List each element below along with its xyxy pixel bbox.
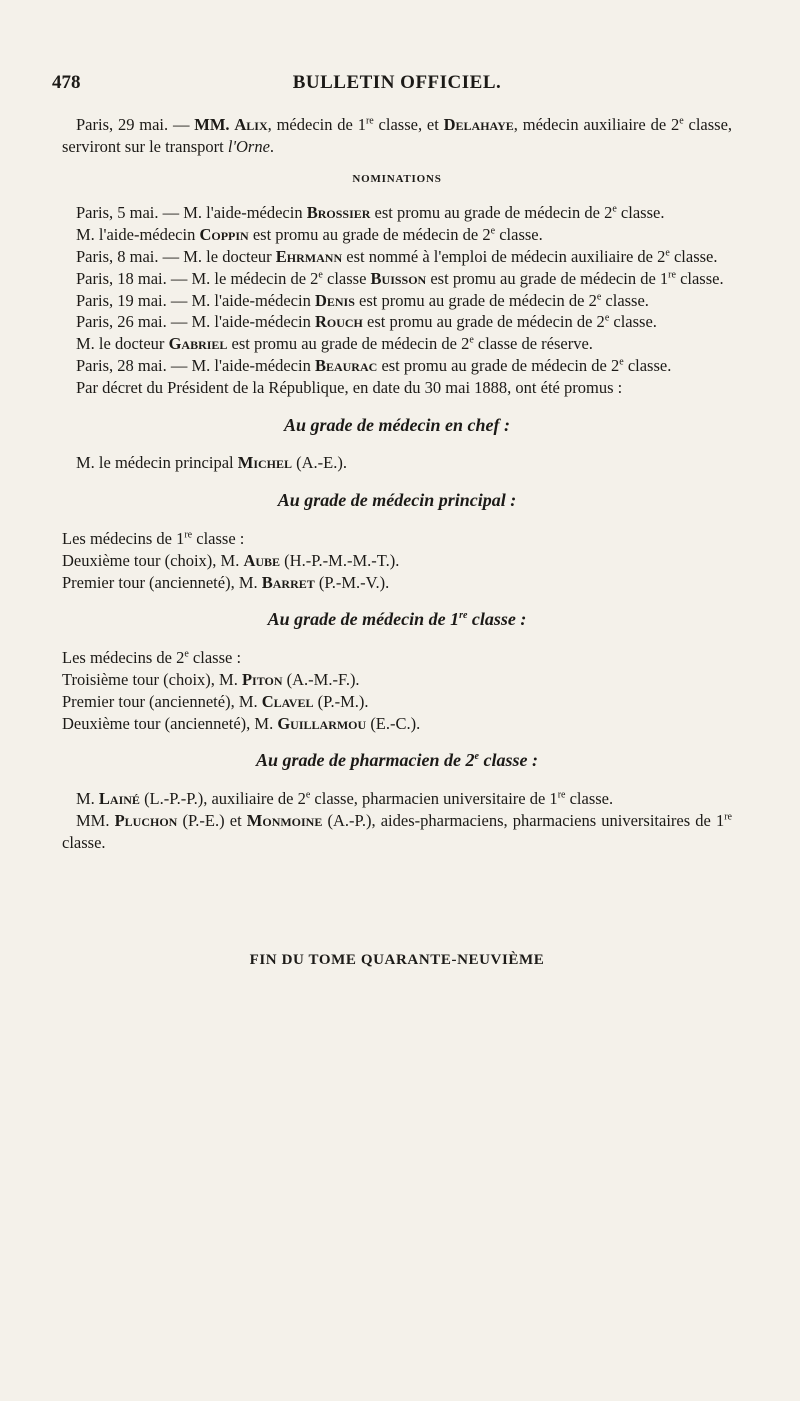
section-title-pharmacien: Au grade de pharmacien de 2e classe : — [256, 750, 538, 771]
end-of-volume-notice: FIN DU TOME QUARANTE-NEUVIÈME — [249, 951, 545, 968]
nomination-rouch: Paris, 26 mai. — M. l'aide-médecin Rouch est promu au grade de médecin de 2e classe. — [76, 312, 657, 332]
principal-intro: Les médecins de 1re classe : — [62, 528, 245, 548]
running-title: BULLETIN OFFICIEL. — [292, 72, 502, 93]
promotion-guillarmou: Deuxième tour (ancienneté), M. Guillarmou (E.-C.). — [62, 713, 421, 733]
promotion-laine: M. Lainé (L.-P.-P.), auxiliaire de 2e classe, pharmacien universitaire de 1re classe. — [76, 789, 614, 809]
promotion-clavel: Premier tour (ancienneté), M. Clavel (P.-M.). — [62, 691, 369, 711]
promotion-piton: Troisième tour (choix), M. Piton (A.-M.-F.). — [62, 669, 360, 689]
promotion-barret: Premier tour (ancienneté), M. Barret (P.-M.-V.). — [62, 572, 390, 592]
nomination-brossier: Paris, 5 mai. — M. l'aide-médecin Brossier est promu au grade de médecin de 2e classe. — [76, 203, 665, 223]
section-title-medecin-en-chef: Au grade de médecin en chef : — [284, 414, 510, 435]
page-number: 478 — [52, 72, 81, 93]
paragraph-alix-delahaye: Paris, 29 mai. — MM. Alix, médecin de 1re classe, et Delahaye, médecin auxiliaire de 2e classe, serviront sur le transport l'Orne. — [62, 115, 733, 156]
page-body — [62, 114, 732, 971]
ship-name: l'Orne — [227, 136, 270, 156]
section-title-medecin-premiere-classe: Au grade de médecin de 1re classe : — [267, 609, 527, 630]
decret-paragraph: Par décret du Président de la République, en date du 30 mai 1888, ont été promus : — [76, 377, 623, 397]
premiere-intro: Les médecins de 2e classe : — [62, 648, 242, 668]
promotion-pluchon-monmoine: MM. Pluchon (P.-E.) et Monmoine (A.-P.), aides-pharmaciens, pharmaciens universitaires de 1re classe. — [62, 810, 732, 852]
nomination-gabriel: M. le docteur Gabriel est promu au grade de médecin de 2e classe de réserve. — [76, 334, 593, 354]
nominations-heading: NOMINATIONS — [352, 172, 442, 185]
name-delahaye: Delahaye — [443, 115, 514, 134]
nomination-buisson: Paris, 18 mai. — M. le médecin de 2e classe Buisson est promu au grade de médecin de 1re classe. — [76, 268, 724, 288]
nomination-ehrmann: Paris, 8 mai. — M. le docteur Ehrmann est nommé à l'emploi de médecin auxiliaire de 2e classe. — [76, 246, 718, 266]
promotion-aube: Deuxième tour (choix), M. Aube (H.-P.-M.-M.-T.). — [62, 550, 400, 570]
section-title-medecin-principal: Au grade de médecin principal : — [277, 490, 517, 511]
nomination-coppin: M. l'aide-médecin Coppin est promu au grade de médecin de 2e classe. — [76, 225, 543, 245]
name-alix: Alix — [234, 115, 268, 134]
page-header — [52, 72, 742, 100]
nomination-denis: Paris, 19 mai. — M. l'aide-médecin Denis est promu au grade de médecin de 2e classe. — [76, 290, 649, 310]
nomination-beaurac: Paris, 28 mai. — M. l'aide-médecin Beaurac est promu au grade de médecin de 2e classe. — [76, 355, 672, 375]
promotion-michel: M. le médecin principal Michel (A.-E.). — [76, 453, 347, 473]
